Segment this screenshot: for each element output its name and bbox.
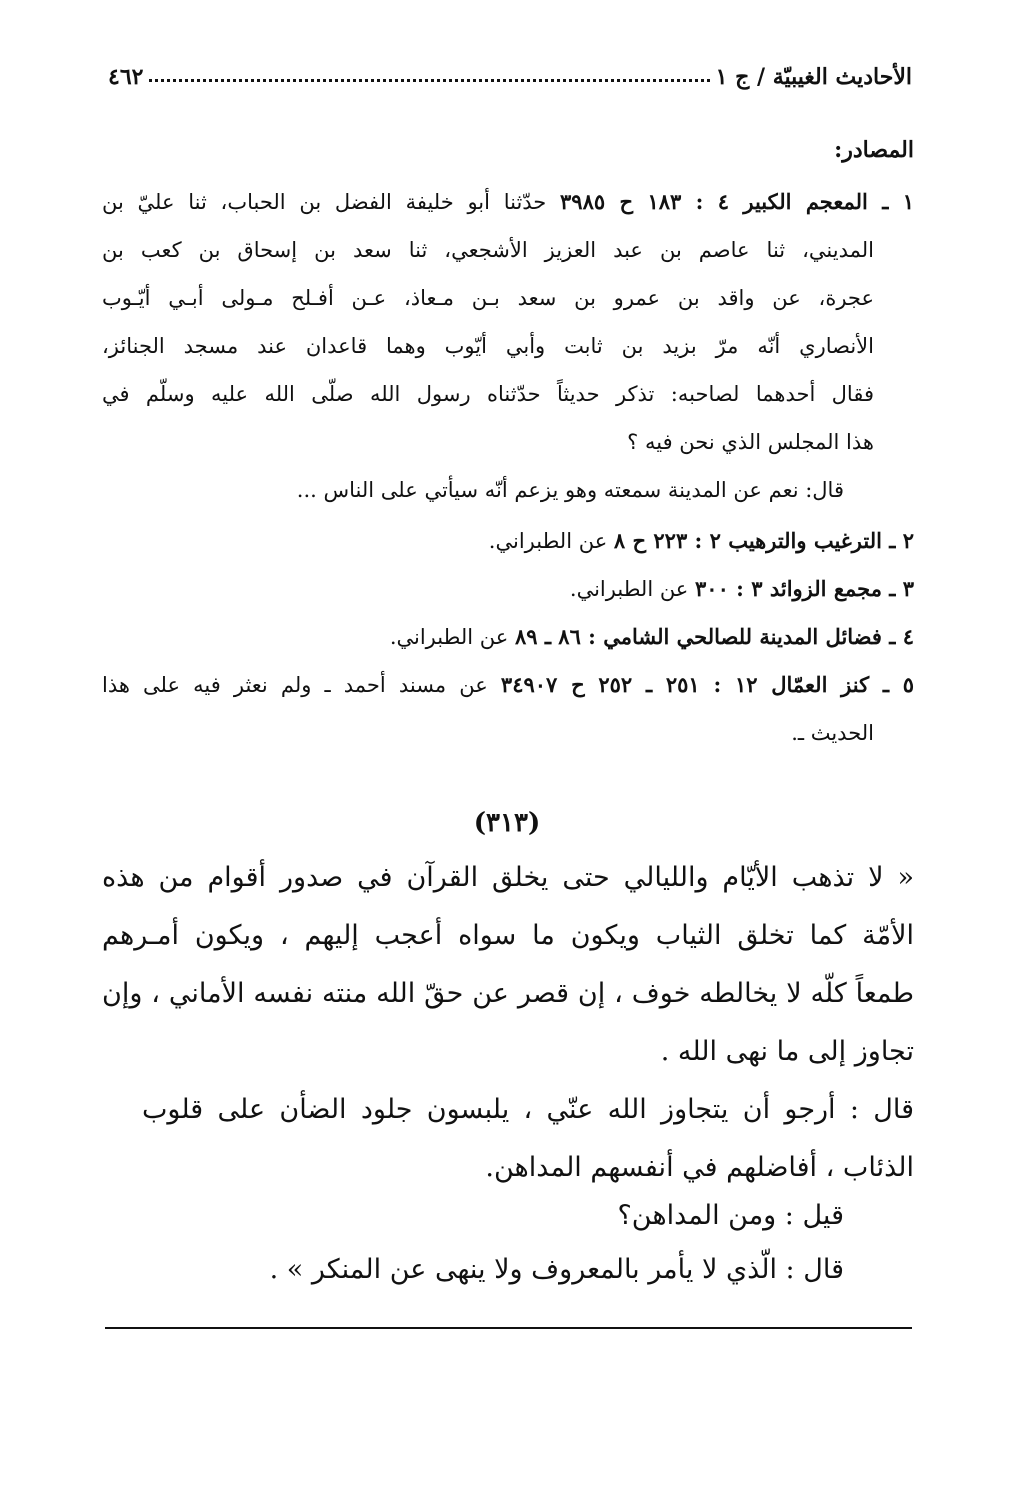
source-item-1-text: حدّثنا أبو خليفة الفضل بن الحباب، ثنا عليّ بن (102, 190, 547, 214)
hadith-line-6: الذئاب ، أفاضلهم في أنفسهم المداهن. (485, 1152, 914, 1183)
source-item-1-ref: ١ ـ المعجم الكبير ٤ : ١٨٣ ح ٣٩٨٥ (560, 189, 915, 214)
hadith-line-7: قيل : ومن المداهن؟ (617, 1200, 844, 1231)
hadith-line-8: قال : الّذي لا يأمر بالمعروف ولا ينهى عن المنكر » . (269, 1254, 844, 1285)
source-item-3-text: عن الطبراني. (569, 577, 689, 601)
hadith-line-2: الأمّة كما تخلق الثياب ويكون ما سواه أعجب إليهم ، ويكون أمـرهم (102, 920, 914, 951)
source-item-1-line-7: قال: نعم عن المدينة سمعته وهو يزعم أنّه سيأتي على الناس ... (296, 478, 844, 502)
source-item-5-line-2: الحديث ـ. (791, 721, 874, 745)
source-item-5-line-1 (102, 670, 914, 700)
running-title: الأحاديث الغيبيّة / ج ١ (715, 64, 912, 90)
source-item-3-ref: ٣ ـ مجمع الزوائد ٣ : ٣٠٠ (695, 576, 914, 601)
source-item-4-text: عن الطبراني. (389, 625, 509, 649)
hadith-line-5: قال : أرجو أن يتجاوز الله عنّي ، يلبسون جلود الضأن على قلوب (142, 1094, 914, 1125)
hadith-number: (٣١٣) (473, 808, 541, 838)
page-header (100, 50, 912, 90)
source-item-2-ref: ٢ ـ الترغيب والترهيب ٢ : ٢٢٣ ح ٨ (613, 528, 914, 553)
source-item-1-line-5: فقال أحدهما لصاحبه: تذكر حديثاً حدّثناه رسول الله صلّى الله عليه وسلّم في (102, 382, 874, 406)
hadith-line-1: « لا تذهب الأيّام والليالي حتى يخلق القرآن في صدور أقوام من هذه (102, 862, 914, 893)
source-item-1-line-2: المديني، ثنا عاصم بن عبد العزيز الأشجعي، ثنا سعد بن إسحاق بن كعب بن (102, 238, 874, 262)
source-item-4-ref: ٤ ـ فضائل المدينة للصالحي الشامي : ٨٦ ـ ٨٩ (514, 624, 914, 649)
source-item-2-text: عن الطبراني. (488, 529, 608, 553)
source-item-3 (570, 574, 914, 604)
source-item-1-line-6: هذا المجلس الذي نحن فيه ؟ (627, 430, 874, 454)
source-item-5-text: عن مسند أحمد ـ ولم نعثر فيه على هذا (102, 673, 488, 697)
source-item-1-line-4: الأنصاري أنّه مرّ بزيد بن ثابت وأبي أيّوب وهما قاعدان عند مسجد الجنائز، (102, 334, 874, 358)
footer-divider (105, 1327, 912, 1329)
source-item-5-ref: ٥ ـ كنز العمّال ١٢ : ٢٥١ ـ ٢٥٢ ح ٣٤٩٠٧ (500, 672, 914, 697)
header-dot-leader (149, 78, 709, 82)
page-number: ٤٦٢ (108, 64, 144, 90)
hadith-line-4: تجاوز إلى ما نهى الله . (660, 1036, 914, 1067)
source-item-2 (489, 526, 914, 556)
source-item-1-line-1 (102, 187, 914, 217)
hadith-line-3: طمعاً كلّه لا يخالطه خوف ، إن قصر عن حقّ الله منته نفسه الأماني ، وإن (102, 978, 914, 1009)
sources-label: المصادر: (834, 137, 914, 163)
source-item-4 (390, 622, 914, 652)
source-item-1-line-3: عجرة، عن واقد بن عمرو بن سعد بـن مـعاذ، عـن أفـلح مـولى أبـي أيّـوب (102, 286, 874, 310)
